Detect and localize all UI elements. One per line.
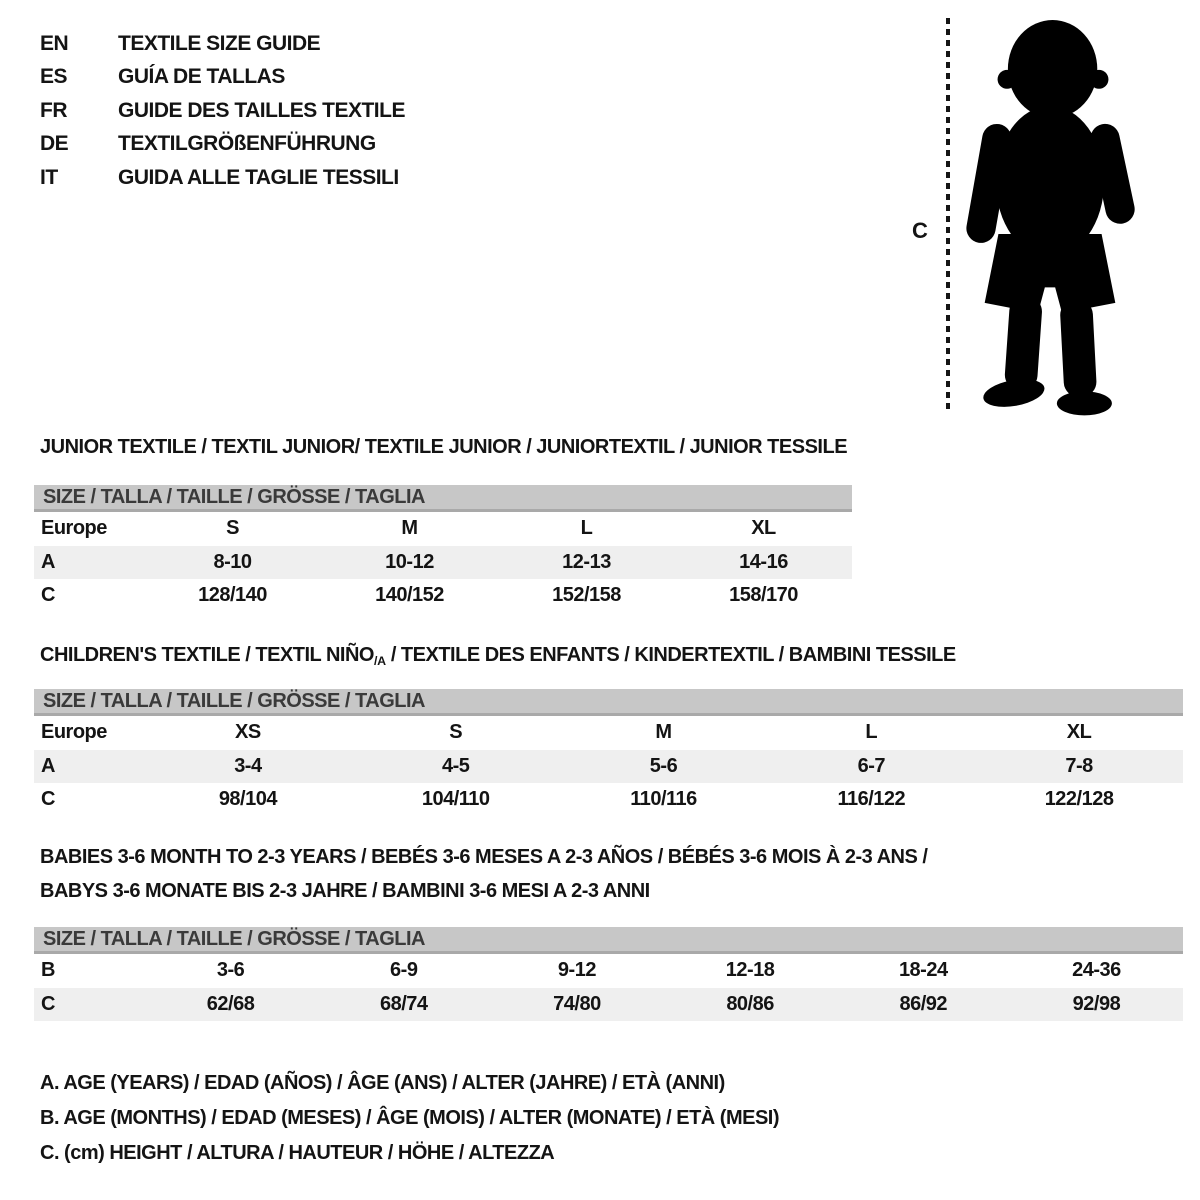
table-cell: 3-4 [234,754,262,777]
table-cell: 8-10 [213,550,252,573]
babies-section-title-line1: BABIES 3-6 MONTH TO 2-3 YEARS / BEBÉS 3-6 MESES A 2-3 AÑOS / BÉBÉS 3-6 MOIS À 2-3 ANS / [40,846,928,868]
table-cell: 128/140 [198,584,267,607]
row-label: A [41,550,55,573]
measure-c-label: C [912,218,928,243]
row-label: B [41,959,55,982]
children-table-body [34,716,1183,817]
table-cell: 98/104 [218,788,277,811]
table-cell: 110/116 [630,788,697,811]
language-title: GUIDA ALLE TAGLIE TESSILI [118,165,399,189]
language-title: GUIDE DES TAILLES TEXTILE [118,98,405,122]
table-cell: 9-12 [557,959,596,982]
table-cell: 12-13 [562,550,611,573]
table-row-c [34,988,1183,1022]
children-title-subscript: /A [373,654,386,668]
toddler-silhouette-image [962,14,1138,418]
language-code: FR [40,98,67,122]
language-title: GUÍA DE TALLAS [118,65,285,89]
table-cell: 80/86 [726,992,774,1015]
height-measure-figure [900,0,1160,430]
table-cell: 122/128 [1044,788,1114,811]
table-cell: 12-18 [725,959,775,982]
junior-section-title: JUNIOR TEXTILE / TEXTIL JUNIOR/ TEXTILE JUNIOR / JUNIORTEXTIL / JUNIOR TESSILE [40,436,848,458]
babies-section-title-line2: BABYS 3-6 MONATE BIS 2-3 JAHRE / BAMBINI 3-6 MESI A 2-3 ANNI [40,880,650,902]
language-code: EN [40,31,69,55]
table-cell: 62/68 [206,992,255,1015]
table-row-a [34,750,1183,784]
table-cell: 24-36 [1072,959,1121,982]
junior-size-header-bar: SIZE / TALLA / TAILLE / GRÖSSE / TAGLIA [34,485,852,512]
table-cell: XL [1066,721,1092,744]
legend-line-1: A. AGE (YEARS) / EDAD (AÑOS) / ÂGE (ANS) / ALTER (JAHRE) / ETÀ (ANNI) [40,1072,725,1094]
table-cell: 92/98 [1072,992,1121,1015]
table-row-c [34,579,852,613]
table-cell: 18-24 [898,959,948,982]
junior-size-table [34,485,852,613]
language-row-it [40,161,405,195]
legend-line-3: C. (cm) HEIGHT / ALTURA / HAUTEUR / HÖHE / ALTEZZA [40,1142,555,1164]
table-cell: 152/158 [552,584,621,607]
children-size-header-bar: SIZE / TALLA / TAILLE / GRÖSSE / TAGLIA [34,689,1183,716]
table-cell: L [865,721,878,744]
children-title-text-after: / TEXTILE DES ENFANTS / KINDERTEXTIL / BAMBINI TESSILE [385,644,956,666]
table-cell: 14-16 [739,550,788,573]
language-row-es [40,61,405,95]
table-cell: S [449,721,463,744]
language-title: TEXTILGRÖßENFÜHRUNG [118,132,376,156]
measurement-legend [40,1066,779,1171]
children-size-table [34,689,1183,817]
children-section-title [40,644,956,668]
language-code: IT [40,165,58,189]
row-label: Europe [41,721,107,744]
row-label: Europe [41,517,107,540]
table-cell: 4-5 [441,754,470,777]
language-row-fr [40,94,405,128]
table-cell: 116/122 [837,788,906,811]
row-label: A [41,754,55,777]
table-cell: 86/92 [899,992,948,1015]
children-title-text: CHILDREN'S TEXTILE / TEXTIL NIÑO [40,644,374,666]
table-cell: M [655,721,672,744]
table-row-b [34,954,1183,988]
table-cell: 140/152 [375,584,444,607]
table-row-europe [34,512,852,546]
row-label: C [41,788,55,811]
table-cell: 68/74 [379,992,428,1015]
table-cell: XL [751,517,776,540]
table-cell: 10-12 [385,550,434,573]
table-cell: L [580,517,593,540]
table-row-a [34,546,852,580]
table-cell: 6-9 [390,959,418,982]
table-cell: 74/80 [553,992,601,1015]
table-cell: 3-6 [216,959,245,982]
table-row-europe [34,716,1183,750]
babies-size-header-bar: SIZE / TALLA / TAILLE / GRÖSSE / TAGLIA [34,927,1183,954]
table-cell: M [401,517,418,540]
language-title: TEXTILE SIZE GUIDE [118,31,321,55]
legend-line-2: B. AGE (MONTHS) / EDAD (MESES) / ÂGE (MOIS) / ALTER (MONATE) / ETÀ (MESI) [40,1107,780,1129]
table-row-c [34,783,1183,817]
height-dashed-line [946,18,950,410]
language-row-en [40,27,405,61]
table-cell: 7-8 [1065,754,1093,777]
table-cell: 5-6 [649,754,678,777]
table-cell: 158/170 [729,584,798,607]
language-code: ES [40,65,68,89]
table-cell: S [226,517,239,540]
table-cell: 104/110 [421,788,490,811]
language-code: DE [40,132,69,156]
language-row-de [40,128,405,162]
table-cell: 6-7 [857,754,885,777]
junior-table-body [34,512,852,613]
row-label: C [41,992,55,1015]
babies-table-body [34,954,1183,1021]
row-label: C [41,584,55,607]
language-title-block [40,27,405,195]
babies-size-table [34,927,1183,1021]
table-cell: XS [235,721,261,744]
